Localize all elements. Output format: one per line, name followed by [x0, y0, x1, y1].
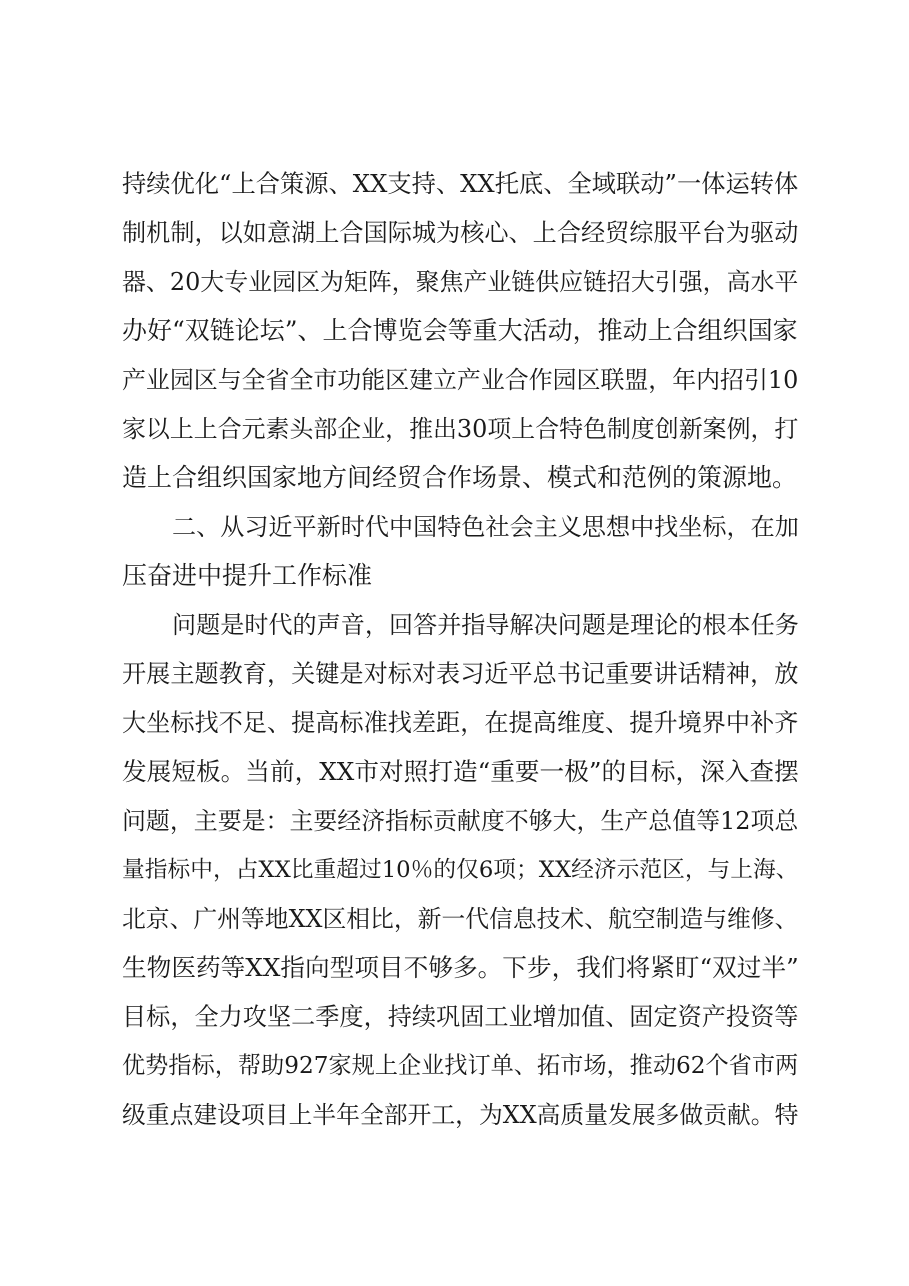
paragraph-2-line-1: 问题是时代的声音，回答并指导解决问题是理论的根本任务 — [172, 611, 799, 639]
paragraph-1-line-3: 器、20大专业园区为矩阵，聚焦产业链供应链招大引强，高水平 — [122, 268, 799, 296]
paragraph-2-line-7: 北京、广州等地XX区相比，新一代信息技术、航空制造与维修、 — [122, 905, 799, 933]
paragraph-1-line-7: 造上合组织国家地方间经贸合作场景、模式和范例的策源地。 — [122, 463, 798, 492]
section-heading-line-1: 二、从习近平新时代中国特色社会主义思想中找坐标，在加 — [172, 513, 799, 541]
paragraph-2-line-2: 开展主题教育，关键是对标对表习近平总书记重要讲话精神，放 — [122, 660, 799, 688]
paragraph-1-line-1: 持续优化“上合策源、XX支持、XX托底、全域联动”一体运转体 — [122, 169, 799, 198]
paragraph-1-line-2: 制机制，以如意湖上合国际城为核心、上合经贸综服平台为驱动 — [122, 219, 799, 247]
paragraph-2-line-9: 目标，全力攻坚二季度，持续巩固工业增加值、固定资产投资等 — [122, 1003, 799, 1031]
paragraph-2-line-10: 优势指标，帮助927家规上企业找订单、拓市场，推动62个省市两 — [122, 1052, 799, 1079]
section-heading-line-2: 压奋进中提升工作标准 — [122, 561, 373, 590]
paragraph-2-line-6: 量指标中，占XX比重超过10％的仅6项；XX经济示范区，与上海、 — [122, 857, 799, 883]
paragraph-1-line-6: 家以上上合元素头部企业，推出30项上合特色制度创新案例，打 — [122, 415, 799, 443]
paragraph-2-line-3: 大坐标找不足、提高标准找差距，在提高维度、提升境界中补齐 — [122, 709, 799, 737]
paragraph-2-line-11: 级重点建设项目上半年全部开工，为XX高质量发展多做贡献。特 — [122, 1101, 799, 1129]
paragraph-2-line-5: 问题，主要是：主要经济指标贡献度不够大，生产总值等12项总 — [122, 807, 799, 835]
paragraph-2-line-8: 生物医药等XX指向型项目不够多。下步，我们将紧盯“双过半” — [122, 953, 799, 982]
paragraph-2-line-4: 发展短板。当前，XX市对照打造“重要一极”的目标，深入查摆 — [122, 757, 799, 786]
paragraph-1-line-4: 办好“双链论坛”、上合博览会等重大活动，推动上合组织国家 — [122, 316, 798, 345]
paragraph-1-line-5: 产业园区与全省全市功能区建立产业合作园区联盟，年内招引10 — [122, 366, 799, 394]
